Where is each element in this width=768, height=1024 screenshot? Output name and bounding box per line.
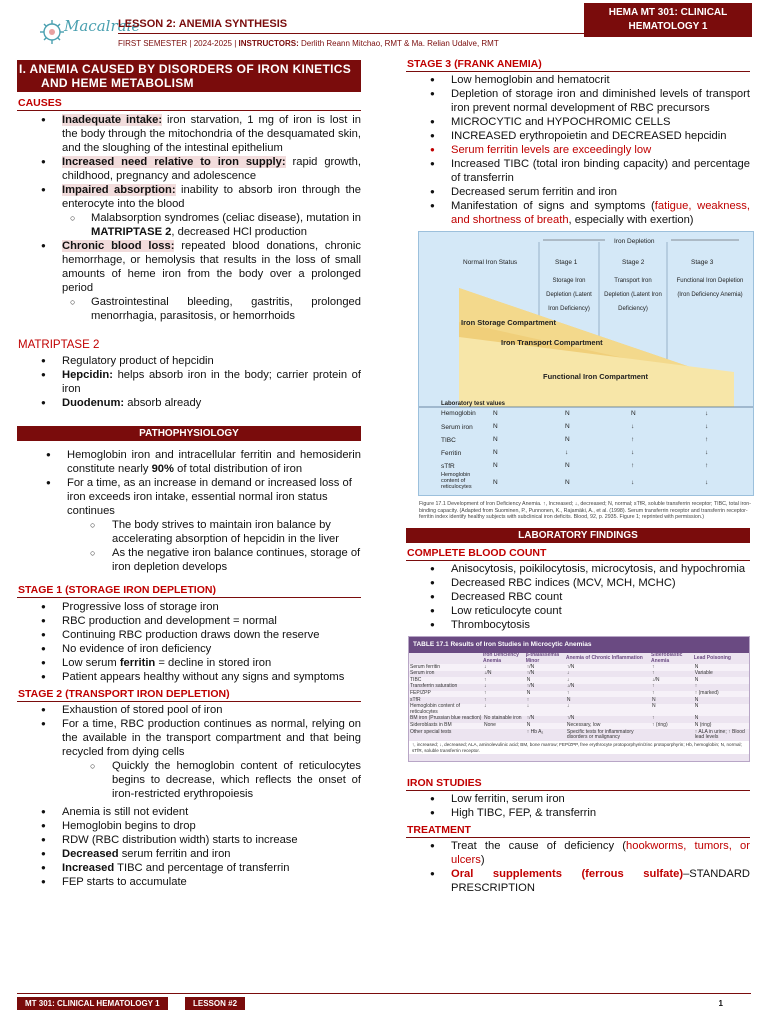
iron-studies-heading: IRON STUDIES — [406, 776, 750, 791]
table-cell: ↑ Hb A₂ — [526, 728, 544, 735]
table-cell: ↑ — [484, 676, 487, 683]
list-item: ● Progressive loss of storage iron — [17, 600, 361, 614]
inline-bold: Hepcidin: — [62, 369, 113, 381]
table-cell: sTfR — [410, 696, 421, 703]
arrow-down-icon: ↓ — [631, 479, 635, 486]
page-header — [0, 0, 768, 56]
table-row — [409, 677, 749, 684]
semester-line — [118, 39, 499, 48]
inline-bold: 90% — [151, 463, 174, 475]
instructors-text: Derlith Reann Mitchao, RMT & Ma. Relian Udalve, RMT — [298, 39, 499, 48]
functional-compartment-label: Functional Iron Compartment — [543, 372, 648, 381]
table-cell: ↑/N — [526, 715, 535, 722]
table-row — [409, 729, 749, 741]
course-box: HEMA MT 301: CLINICAL HEMATOLOGY 1 — [584, 3, 752, 37]
patho-list — [17, 448, 361, 518]
list-item: ● Decreased RBC indices (MCV, MCH, MCHC) — [406, 576, 750, 590]
arrow-up-icon: ↑ — [705, 462, 709, 469]
section-title: I. ANEMIA CAUSED BY DISORDERS OF IRON KINETICS AND HEME METABOLISM — [17, 60, 361, 92]
table-cell: ↓ — [484, 703, 487, 710]
table-cell: ↓ — [484, 683, 487, 690]
list-item: ○ Gastrointestinal bleeding, gastritis, prolonged menorrhagia, parasitosis, or hemorrhoids — [17, 295, 361, 323]
table-cell: No stainable iron — [484, 715, 522, 722]
patho-sublist — [17, 518, 361, 574]
table-header-cell: Sideroblastic Anemia — [651, 652, 683, 664]
inline-text: ) — [480, 854, 485, 866]
table-cell: N (ring) — [694, 722, 712, 729]
normal-mark: N — [493, 462, 498, 469]
table-cell: ↓/N — [566, 683, 575, 690]
normal-mark: N — [493, 436, 498, 443]
instructors-label: INSTRUCTORS: — [238, 39, 299, 48]
list-item: ● Exhaustion of stored pool of iron — [17, 703, 361, 717]
table-cell: ↓ — [566, 703, 570, 710]
figure-desc-1: Storage Iron Depletion (Latent Iron Deficiency) — [546, 278, 592, 312]
list-item: ● Low ferritin, serum iron — [406, 792, 750, 806]
list-item: ● Hemoglobin begins to drop — [17, 819, 361, 833]
normal-mark: N — [493, 410, 498, 417]
table-cell: ↑ — [484, 696, 487, 703]
list-item: ● Anemia is still not evident — [17, 805, 361, 819]
list-item — [406, 867, 750, 895]
lab-findings-heading: LABORATORY FINDINGS — [406, 528, 750, 543]
arrow-down-icon: ↓ — [631, 423, 635, 430]
table-cell: Other special tests — [410, 728, 452, 735]
table-row — [409, 697, 749, 704]
inline-bold: Increased — [62, 862, 115, 874]
table-cell: ↓ — [484, 663, 487, 670]
lab-row-label: sTfR — [441, 463, 455, 470]
table-cell: Specific tests for inflammatory disorders or malignancy — [566, 728, 634, 741]
table-cell: ↑ ALA in urine; ↑ Blood lead levels — [694, 728, 745, 741]
list-item: ● High TIBC, FEP, & transferrin — [406, 806, 750, 820]
table-cell: ↓/N — [652, 676, 660, 683]
list-item: ● RBC production and development = normal — [17, 614, 361, 628]
inline-text: rapid growth, childhood, pregnancy and adolescence — [62, 156, 362, 182]
list-item: ● RDW (RBC distribution width) starts to increase — [17, 833, 361, 847]
normal-mark: N — [493, 423, 498, 430]
list-item — [406, 839, 750, 867]
table-footnote: ↑, increased; ↓, decreased; ALA, aminolevulinic acid; BM, bone marrow; FEP/ZPP, free erythrocyte protoporphyrin/zinc protoporphyrin; Hb, hemoglobin; N, normal; sTfR, soluble transferrin receptor. — [409, 741, 749, 754]
inline-text: Manifestation of signs and symptoms ( — [451, 200, 655, 212]
list-item: ● MICROCYTIC and HYPOCHROMIC CELLS — [406, 115, 750, 129]
inline-text: repeated blood donations, chronic hemorrhage, or hemolysis that results in the loss of small amounts of heme iron from the body over a prolonged period — [62, 240, 361, 294]
causes-list — [17, 113, 361, 211]
inline-text: Low serum — [62, 657, 120, 669]
stage2-sublist — [17, 759, 361, 801]
table-cell: Sideroblasts in BM — [410, 722, 452, 729]
arrow-up-icon: ↑ — [631, 462, 635, 469]
table-cell: ↓ — [566, 676, 570, 683]
table-cell: ↑/N — [526, 663, 535, 670]
table-cell: Transferrin saturation — [410, 683, 458, 690]
table-cell: ↑/N — [526, 683, 535, 690]
table-cell: ↑ — [652, 690, 655, 697]
blood-loss-sublist — [17, 295, 361, 323]
list-item: ○ As the negative iron balance continues, storage of iron depletion develops — [17, 546, 361, 574]
stage2-marks — [631, 407, 636, 489]
right-column — [406, 57, 750, 895]
stage3-list — [406, 73, 750, 227]
table-cell — [483, 729, 526, 741]
arrow-up-icon: ↑ — [631, 436, 635, 443]
table-cell: ↑ — [652, 683, 655, 690]
table-cell: None — [484, 722, 496, 729]
table-cell: TIBC — [410, 676, 422, 683]
table-cell: N — [694, 715, 699, 722]
treatment-heading: TREATMENT — [406, 823, 750, 838]
list-item — [17, 656, 361, 670]
lab-row-label: Hemoglobin — [441, 410, 476, 417]
list-item — [17, 448, 361, 476]
page-footer — [17, 993, 751, 1013]
treatment-list — [406, 839, 750, 895]
table-header-cell — [409, 653, 483, 664]
normal-mark: N — [493, 449, 498, 456]
page-number: 1 — [718, 999, 723, 1008]
list-item — [17, 396, 361, 410]
logo-text: Macalraie — [64, 17, 141, 35]
list-item — [406, 199, 750, 227]
list-item: ● Regulatory product of hepcidin — [17, 354, 361, 368]
table-cell: N — [566, 696, 571, 703]
figure-col-stage2: Stage 2 — [622, 259, 645, 266]
stage-mark: N — [565, 423, 570, 430]
table-cell: N — [526, 722, 531, 729]
table-title: TABLE 17.1 Results of Iron Studies in Microcytic Anemias — [409, 637, 749, 653]
table-cell: N — [694, 663, 699, 670]
inline-text: absorb already — [124, 397, 202, 409]
list-item — [17, 211, 361, 239]
list-item: ● For a time, as an increase in demand or increased loss of iron exceeds iron intake, essential normal iron status continues — [17, 476, 361, 518]
stage1-marks — [565, 407, 570, 489]
list-item — [17, 861, 361, 875]
inline-text: of total distribution of iron — [173, 463, 303, 475]
stage-mark: N — [565, 462, 570, 469]
header-rule — [118, 33, 584, 34]
inline-text: helps absorb iron in the body; carrier protein of iron — [62, 369, 361, 395]
inline-bold: Duodenum: — [62, 397, 125, 409]
list-item: ● Low hemoglobin and hematocrit — [406, 73, 750, 87]
arrow-down-icon: ↓ — [631, 449, 635, 456]
table-cell: N — [652, 703, 656, 710]
causes-heading: CAUSES — [17, 96, 361, 111]
list-item — [17, 183, 361, 211]
table-cell: ↑/N — [526, 670, 535, 677]
table-cell: ↓/N — [484, 670, 492, 677]
inline-text: , especially with exertion) — [568, 214, 694, 226]
inline-red-bold: Oral supplements (ferrous sulfate) — [451, 868, 684, 880]
lab-row-label: Serum iron — [441, 424, 473, 431]
list-item: ● INCREASED erythropoietin and DECREASED hepcidin — [406, 129, 750, 143]
table-cell: ↑ — [694, 683, 698, 690]
inline-label: Chronic blood loss: — [62, 240, 175, 252]
list-item: ● No evidence of iron deficiency — [17, 642, 361, 656]
stage-mark: N — [631, 410, 636, 417]
normal-mark: N — [493, 479, 498, 486]
table-cell: Variable — [694, 670, 713, 677]
table-cell: BM iron (Prussian blue reaction) — [410, 715, 482, 722]
list-item: ● Continuing RBC production draws down the reserve — [17, 628, 361, 642]
lab-values-label: Laboratory test values — [441, 401, 506, 407]
inline-text: = decline in stored iron — [155, 657, 272, 669]
stage3-heading: STAGE 3 (FRANK ANEMIA) — [406, 57, 750, 72]
matriptase-list — [17, 354, 361, 410]
pathophysiology-heading: PATHOPHYSIOLOGY — [17, 426, 361, 441]
transport-compartment-label: Iron Transport Compartment — [501, 338, 603, 347]
inline-text: , decreased HCl production — [171, 226, 307, 238]
figure-desc-2: Transport Iron Depletion (Latent Iron Deficiency) — [604, 278, 662, 312]
table-cell: N — [526, 690, 531, 697]
figure-col-stage1: Stage 1 — [555, 259, 578, 266]
storage-compartment-label: Iron Storage Compartment — [461, 318, 557, 327]
table-cell: ↑ — [526, 696, 530, 703]
table-cell: ↓ — [566, 670, 570, 677]
inline-text: Treat the cause of deficiency ( — [451, 840, 626, 852]
cbc-list — [406, 562, 750, 632]
inline-label: Inadequate intake: — [62, 114, 163, 126]
figure-caption: Figure 17.1 Development of Iron Deficiency Anemia. ↑, Increased; ↓, decreased; N, normal; sTfR, soluble transferrin receptor; TIBC, total iron-binding capacity. (Adapted from Suominen, P., Punnonen, K., Rajamäki, A., et al. (1998). Serum transferrin receptor and transferrin receptor-ferritin index identify healthy subjects with subclinical iron deficits. Blood, 92, p. 2935. Figure 1; reprinted with permission.) — [419, 501, 755, 521]
list-item: ● Patient appears healthy without any signs and symptoms — [17, 670, 361, 684]
table-header-cell: β-thalassemia Minor — [525, 652, 560, 664]
stage-mark: N — [565, 436, 570, 443]
table-row — [409, 704, 749, 716]
stage2-heading: STAGE 2 (TRANSPORT IRON DEPLETION) — [17, 687, 361, 702]
stage1-heading: STAGE 1 (STORAGE IRON DEPLETION) — [17, 583, 361, 598]
table-cell: ↑ (marked) — [694, 690, 719, 697]
table-cell: ↑ — [652, 663, 655, 670]
list-item — [17, 113, 361, 155]
figure-col-normal: Normal Iron Status — [463, 259, 518, 266]
inline-text: iron starvation, 1 mg of iron is lost in the body through the mitochondria of the desquamated skin, and the sloughing of the intestinal epithelium — [62, 114, 361, 154]
inline-bold: MATRIPTASE 2 — [91, 226, 172, 238]
lab-row-label: Hemoglobin content of reticulocytes — [441, 472, 472, 490]
arrow-down-icon: ↓ — [565, 449, 569, 456]
inline-text: serum ferritin and iron — [118, 848, 231, 860]
list-item — [17, 155, 361, 183]
figure-desc-3: Functional Iron Depletion (Iron Deficiency Anemia) — [676, 278, 744, 298]
list-item: ○ Quickly the hemoglobin content of reticulocytes begins to decrease, which reflects the onset of iron-restricted erythropoiesis — [17, 759, 361, 801]
table-row — [409, 691, 749, 698]
stage1-list — [17, 600, 361, 684]
inline-label: Impaired absorption: — [62, 184, 176, 196]
table-cell — [651, 729, 694, 741]
list-item: ● Decreased serum ferritin and iron — [406, 185, 750, 199]
table-cell: Serum iron — [410, 670, 435, 677]
table-cell: N — [526, 676, 531, 683]
list-item: ● For a time, RBC production continues as normal, relying on the available in the transport compartment and that being recycled from dying cells — [17, 717, 361, 759]
arrow-down-icon: ↓ — [705, 479, 709, 486]
list-item — [17, 239, 361, 295]
inline-text: Malabsorption syndromes (celiac disease), mutation in — [91, 212, 361, 224]
table-cell: N — [694, 676, 699, 683]
inline-bold: Decreased — [62, 848, 119, 860]
inline-text: TIBC and percentage of transferrin — [114, 862, 290, 874]
causes-list-2 — [17, 239, 361, 295]
left-column — [17, 60, 361, 889]
figure-graphic — [419, 232, 753, 495]
list-item: ● Low reticulocyte count — [406, 604, 750, 618]
inline-text: –STANDARD PRESCRIPTION — [451, 868, 750, 894]
iron-studies-table — [409, 653, 749, 741]
table-cell: ↑ — [652, 715, 655, 722]
table-cell: ↑ — [652, 670, 655, 677]
lab-row-label: Ferritin — [441, 450, 462, 457]
list-item: ● Decreased RBC count — [406, 590, 750, 604]
stage3-marks — [705, 407, 708, 489]
iron-depletion-figure — [418, 231, 754, 520]
stage2-list — [17, 703, 361, 759]
inline-text: inability to absorb iron through the enterocyte into the blood — [62, 184, 361, 210]
inline-red: fatigue, weakness, and shortness of breath — [451, 200, 750, 226]
list-item: ● Thrombocytosis — [406, 618, 750, 632]
table-cell: ↑ — [566, 690, 570, 697]
figure-top-label: Iron Depletion — [614, 238, 655, 245]
arrow-down-icon: ↓ — [705, 449, 709, 456]
table-row — [409, 671, 749, 678]
stage-mark: N — [565, 410, 570, 417]
lab-row-label: TIBC — [441, 437, 456, 444]
inline-bold: ferritin — [119, 657, 156, 669]
semester-text: FIRST SEMESTER | 2024-2025 | — [118, 39, 239, 48]
inline-text: Hemoglobin iron and intracellular ferritin and hemosiderin constitute nearly — [67, 449, 361, 475]
table-cell: FEP/ZPP — [410, 690, 431, 697]
arrow-up-icon: ↑ — [705, 436, 709, 443]
inline-red: hookworms, tumors, or ulcers — [451, 840, 750, 866]
list-item: ● Anisocytosis, poikilocytosis, microcytosis, and hypochromia — [406, 562, 750, 576]
list-item: ● Increased TIBC (total iron binding capacity) and percentage of transferrin — [406, 157, 750, 185]
table-cell: N — [694, 696, 699, 703]
stage-mark: N — [565, 479, 570, 486]
table-cell: ↓ — [526, 703, 530, 710]
table-cell: N — [694, 703, 699, 710]
table-cell: ↑ — [484, 690, 487, 697]
table-cell: ↑ (ring) — [652, 722, 668, 729]
iron-studies-list — [406, 792, 750, 820]
footer-course: MT 301: CLINICAL HEMATOLOGY 1 — [17, 997, 168, 1010]
list-item — [17, 847, 361, 861]
table-cell: ↑/N — [566, 715, 575, 722]
inline-label: Increased need relative to iron supply: — [62, 156, 286, 168]
table-header-cell: Anemia of Chronic Inflammation — [565, 654, 643, 661]
footer-lesson: LESSON #2 — [185, 997, 245, 1010]
figure-col-stage3: Stage 3 — [691, 259, 714, 266]
list-item: ● Depletion of storage iron and diminished levels of transport iron prevent normal development of RBC precursors — [406, 87, 750, 115]
table-cell: Serum ferritin — [410, 663, 441, 670]
list-item — [17, 368, 361, 396]
table-cell: Hemoglobin content of reticulocytes — [410, 703, 461, 715]
table-header-cell: Lead Poisoning — [693, 654, 731, 661]
list-item: ● FEP starts to accumulate — [17, 875, 361, 889]
microcytic-anemia-table — [408, 636, 750, 762]
table-cell: ↑/N — [566, 663, 575, 670]
normal-marks — [493, 407, 498, 489]
list-item: ● Serum ferritin levels are exceedingly low — [406, 143, 750, 157]
matriptase-heading: MATRIPTASE 2 — [18, 339, 100, 351]
list-item: ○ The body strives to maintain iron balance by accelerating absorption of hepcidin in the liver — [17, 518, 361, 546]
cbc-heading: COMPLETE BLOOD COUNT — [406, 546, 750, 561]
table-header-row — [409, 653, 749, 664]
table-header-cell: Iron Deficiency Anemia — [483, 652, 519, 664]
absorption-sublist — [17, 211, 361, 239]
stage2-list-2 — [17, 805, 361, 889]
arrow-down-icon: ↓ — [705, 423, 709, 430]
table-cell: N — [652, 696, 656, 703]
table-body — [409, 664, 749, 741]
arrow-down-icon: ↓ — [705, 410, 709, 417]
lesson-title: LESSON 2: ANEMIA SYNTHESIS — [118, 18, 288, 30]
table-cell: Necessary, low — [566, 722, 601, 729]
